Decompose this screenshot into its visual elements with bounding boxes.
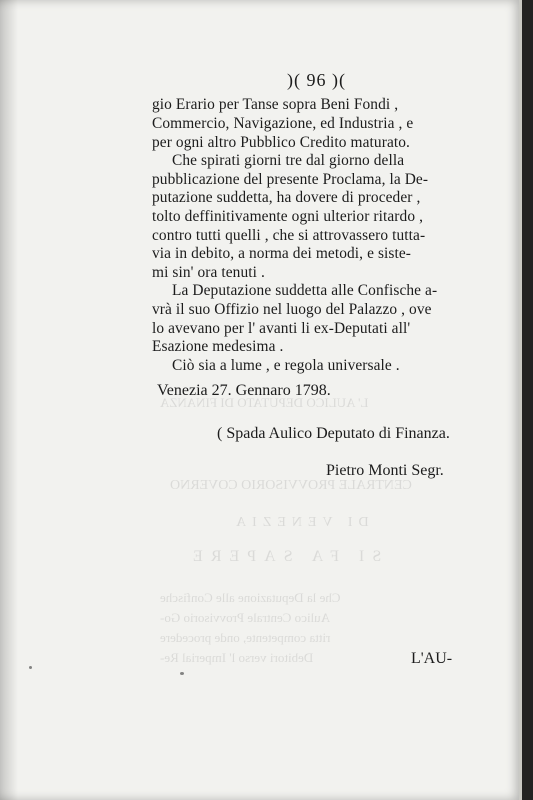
binding-gutter [522, 0, 533, 800]
signatory-secretary: Pietro Monti Segr. [326, 462, 444, 479]
body-line: Ciò sia a lume , e regola universale . [172, 357, 400, 374]
body-line: La Deputazione suddetta alle Confische a- [172, 282, 438, 299]
body-line: Commercio, Navigazione, ed Industria , e [152, 115, 414, 132]
ink-speck [29, 666, 32, 669]
show-through: Debitori verso l' Imperial Re- [160, 650, 314, 665]
catchword: L'AU- [411, 650, 453, 667]
show-through: Aulico Centrale Provvisorio Go- [160, 610, 331, 625]
show-through: L' AULICO DEPUTATO DI FINANZA [160, 395, 369, 410]
body-line: Esazione medesima . [152, 338, 284, 355]
show-through: ritta competente, onde procedere [160, 630, 331, 645]
ink-speck [180, 672, 184, 675]
body-line: Che spirati giorni tre dal giorno della [172, 152, 405, 169]
body-line: per ogni altro Pubblico Credito maturato. [152, 134, 410, 151]
body-line: mi sin' ora tenuti . [152, 264, 265, 281]
body-line: putazione suddetta, ha dovere di proceder , [152, 189, 421, 206]
body-line: lo avevano per l' avanti li ex-Deputati all' [152, 320, 411, 337]
show-through: DI VENEZIA [230, 515, 369, 530]
body-line: via in debito, a norma dei metodi, e siste- [152, 245, 412, 262]
signatory-deputy: ( Spada Aulico Deputato di Finanza. [217, 425, 450, 442]
page-number: )( 96 )( [287, 70, 346, 90]
body-line: vrà il suo Offizio nel luogo del Palazzo , ove [152, 301, 432, 318]
show-through: Che la Deputazione alle Confische [160, 590, 341, 605]
body-line: gio Erario per Tanse sopra Beni Fondi , [152, 96, 399, 113]
show-through: SI FA SAPERE [185, 548, 382, 565]
body-line: tolto deffinitivamente ogni ulterior ritardo , [152, 208, 424, 225]
body-line: pubblicazione del presente Proclama, la De- [152, 171, 429, 188]
date-line: Venezia 27. Gennaro 1798. [157, 382, 331, 399]
show-through: CENTRALE PROVVISORIO COVERNO [170, 478, 412, 493]
body-line: contro tutti quelli , che si attrovassero tutta- [152, 227, 426, 244]
